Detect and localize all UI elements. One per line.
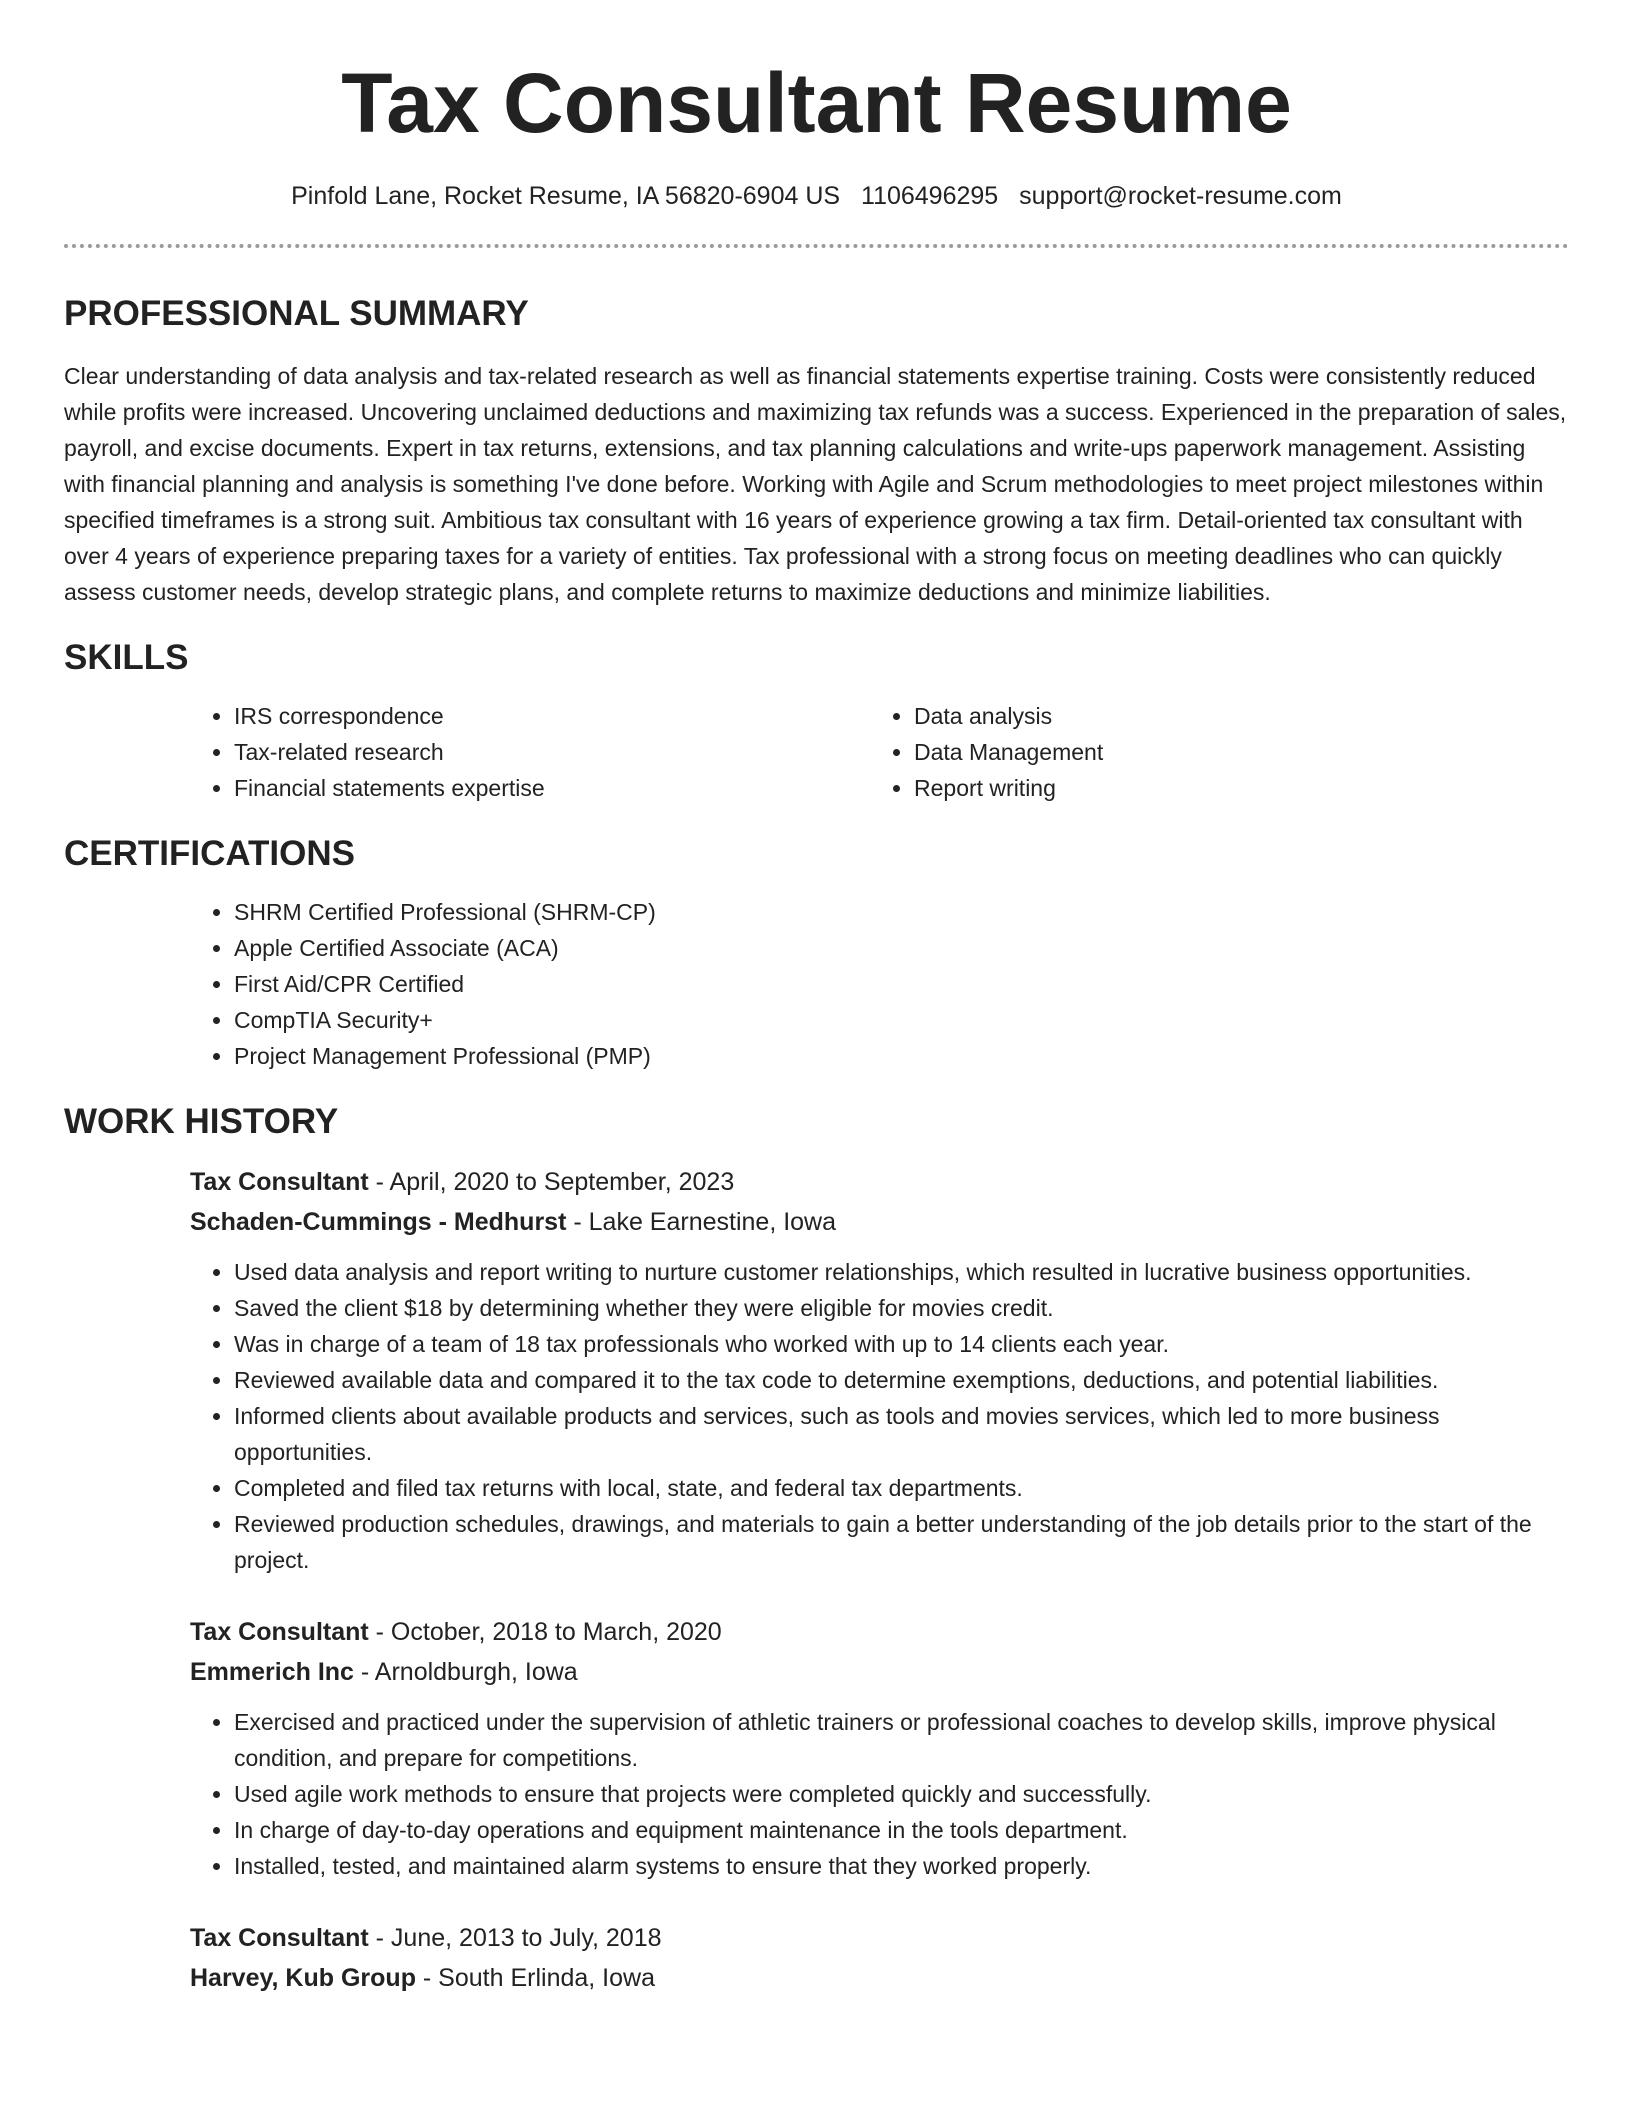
job-location: - South Erlinda, Iowa <box>415 1964 655 1992</box>
job-title-line <box>190 1612 1569 1652</box>
contact-phone: 1106496295 <box>861 182 999 210</box>
job-company: Harvey, Kub Group <box>190 1964 416 1992</box>
job-duty: • Was in charge of a team of 18 tax professionals who worked with up to 14 clients each year. <box>234 1326 1569 1362</box>
skill-item: • Data analysis <box>914 698 1550 734</box>
certification-item: • Project Management Professional (PMP) <box>234 1038 1569 1074</box>
job-entry <box>190 1612 1569 1884</box>
resume-page <box>64 0 1569 2020</box>
job-company-line <box>190 1652 1569 1692</box>
job-duty: • Reviewed production schedules, drawings, and materials to gain a better understanding of the job details prior to the start of the project. <box>234 1506 1569 1578</box>
certification-item: • SHRM Certified Professional (SHRM-CP) <box>234 894 1569 930</box>
job-dates: - October, 2018 to March, 2020 <box>368 1618 722 1646</box>
job-duty: • Saved the client $18 by determining whether they were eligible for movies credit. <box>234 1290 1569 1326</box>
job-entry <box>190 1918 1569 1998</box>
job-duty: • Exercised and practiced under the supervision of athletic trainers or professional coaches to develop skills, improve physical condition, and prepare for competitions. <box>234 1704 1569 1776</box>
job-company-line <box>190 1202 1569 1242</box>
job-company: Emmerich Inc <box>190 1658 354 1686</box>
job-duty: • Reviewed available data and compared it to the tax code to determine exemptions, deductions, and potential liabilities. <box>234 1362 1569 1398</box>
skills-column-left <box>190 698 870 806</box>
contact-email: support@rocket-resume.com <box>1019 182 1342 210</box>
job-title: Tax Consultant <box>190 1618 369 1646</box>
job-duty: • Completed and filed tax returns with local, state, and federal tax departments. <box>234 1470 1569 1506</box>
certification-item: • Apple Certified Associate (ACA) <box>234 930 1569 966</box>
job-dates: - June, 2013 to July, 2018 <box>368 1924 662 1952</box>
certification-item: • First Aid/CPR Certified <box>234 966 1569 1002</box>
job-duties <box>190 1254 1569 1578</box>
skills-column-right <box>870 698 1550 806</box>
job-title: Tax Consultant <box>190 1924 369 1952</box>
summary-heading: PROFESSIONAL SUMMARY <box>64 294 529 333</box>
job-duty: • Used data analysis and report writing to nurture customer relationships, which resulted in lucrative business opportunities. <box>234 1254 1569 1290</box>
job-title: Tax Consultant <box>190 1168 369 1196</box>
job-duty: • In charge of day-to-day operations and equipment maintenance in the tools department. <box>234 1812 1569 1848</box>
job-duty: • Informed clients about available products and services, such as tools and movies services, which led to more business opportunities. <box>234 1398 1569 1470</box>
job-duty: • Installed, tested, and maintained alarm systems to ensure that they worked properly. <box>234 1848 1569 1884</box>
job-dates: - April, 2020 to September, 2023 <box>368 1168 735 1196</box>
skill-item: • Report writing <box>914 770 1550 806</box>
summary-text: Clear understanding of data analysis and tax-related research as well as financial statements expertise training. Costs were consistently reduced while profits were increased. Uncovering unclaimed deductions and maximizing tax refunds was a success. Experienced in the preparation of sales, payroll, and excise documents. Expert in tax returns, extensions, and tax planning calculations and write-ups paperwork management. Assisting with financial planning and analysis is something I've done before. Working with Agile and Scrum methodologies to meet project milestones within specified timeframes is a strong suit. Ambitious tax consultant with 16 years of experience growing a tax firm. Detail-oriented tax consultant with over 4 years of experience preparing taxes for a variety of entities. Tax professional with a strong focus on meeting deadlines who can quickly assess customer needs, develop strategic plans, and complete returns to maximize deductions and minimize liabilities. <box>64 363 1567 605</box>
job-title-line <box>190 1918 1569 1958</box>
resume-title: Tax Consultant Resume <box>341 56 1292 150</box>
job-duties <box>190 1704 1569 1884</box>
job-company: Schaden-Cummings - Medhurst <box>190 1208 567 1236</box>
job-title-line <box>190 1162 1569 1202</box>
job-location: - Lake Earnestine, Iowa <box>566 1208 837 1236</box>
header-divider <box>64 244 1569 248</box>
work-history-list <box>190 1162 1569 1998</box>
contact-line <box>64 180 1569 212</box>
skill-item: • IRS correspondence <box>234 698 870 734</box>
certifications-list <box>190 894 1569 1074</box>
skill-item: • Tax-related research <box>234 734 870 770</box>
job-duty: • Used agile work methods to ensure that projects were completed quickly and successfully. <box>234 1776 1569 1812</box>
certifications-heading: CERTIFICATIONS <box>64 834 356 873</box>
work-history-heading: WORK HISTORY <box>64 1102 339 1141</box>
skill-item: • Financial statements expertise <box>234 770 870 806</box>
skills-heading: SKILLS <box>64 638 189 677</box>
job-entry <box>190 1162 1569 1578</box>
contact-address: Pinfold Lane, Rocket Resume, IA 56820-6904 US <box>291 182 841 210</box>
certification-item: • CompTIA Security+ <box>234 1002 1569 1038</box>
skill-item: • Data Management <box>914 734 1550 770</box>
skills-list <box>190 698 1569 806</box>
job-location: - Arnoldburgh, Iowa <box>353 1658 578 1686</box>
job-company-line <box>190 1958 1569 1998</box>
